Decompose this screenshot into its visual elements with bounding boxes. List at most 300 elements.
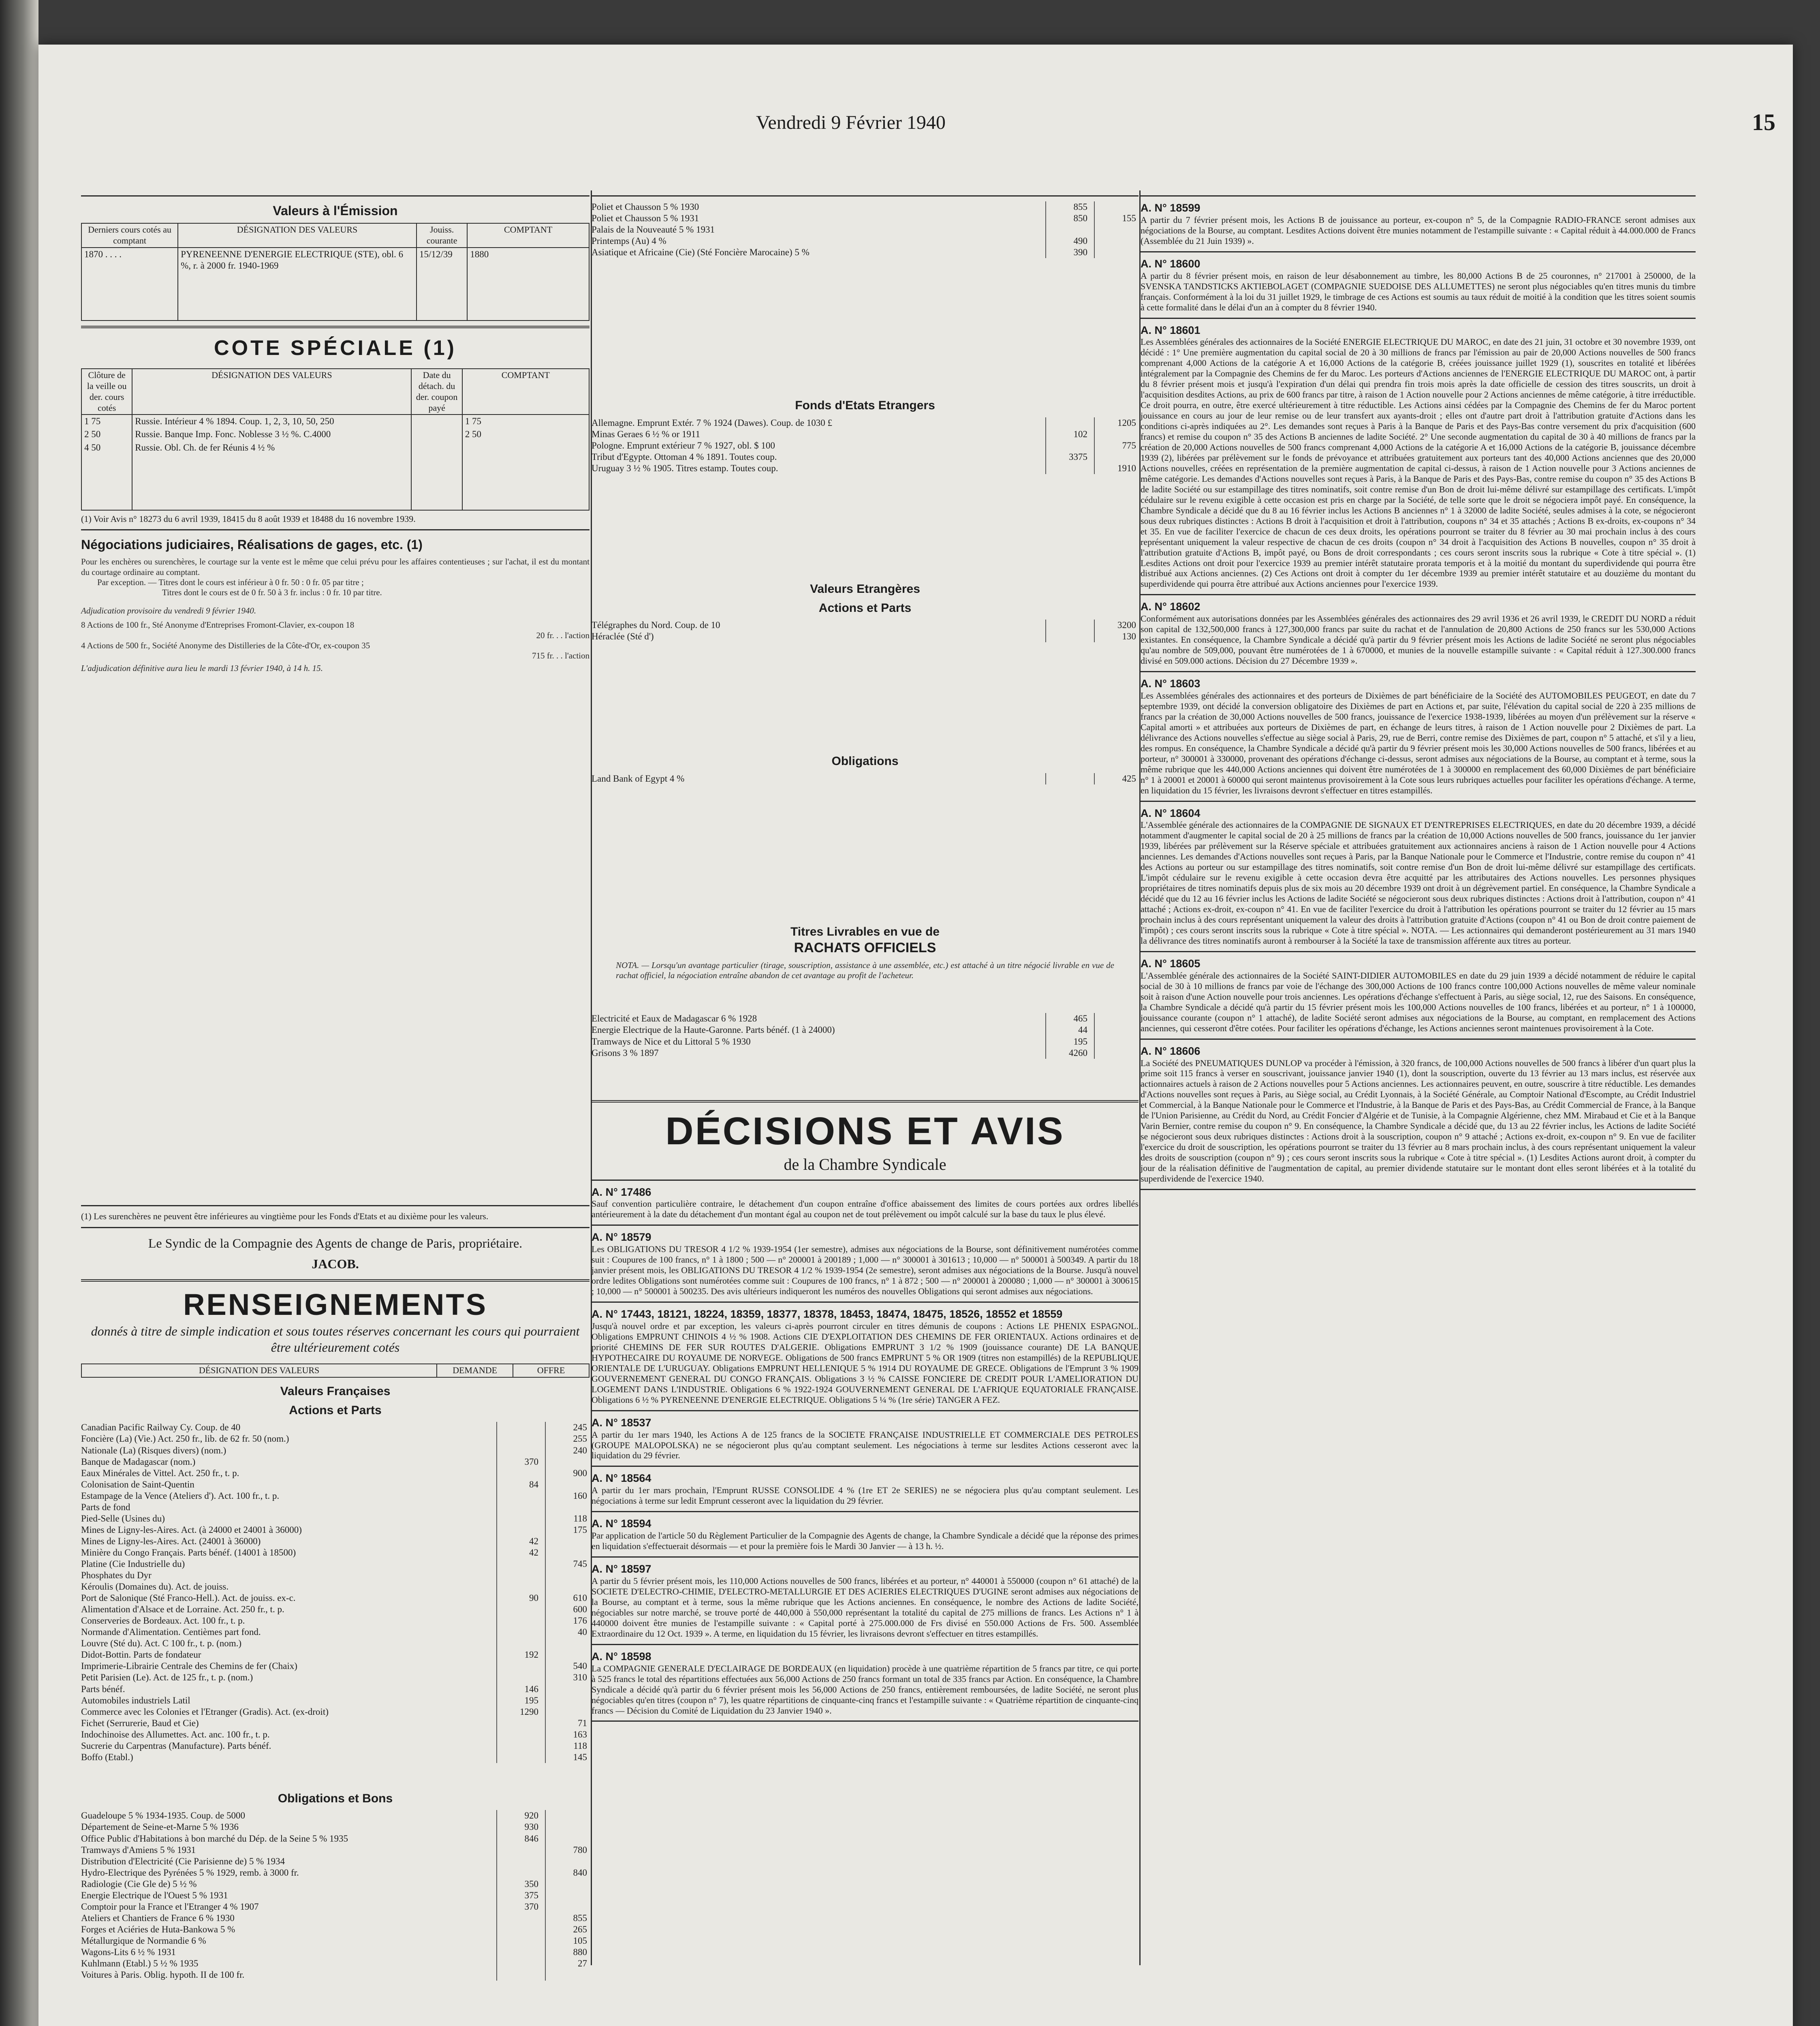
titres-livrables-title2: RACHATS OFFICIELS: [794, 940, 936, 955]
avis-number: A. N° 17443, 18121, 18224, 18359, 18377, 18378, 18453, 18474, 18475, 18526, 18552 et 18559: [592, 1308, 1063, 1321]
demande-value: [1045, 417, 1090, 429]
demande-value: [496, 1604, 541, 1615]
avis-divider: [592, 1556, 1139, 1558]
renseignements-title: RENSEIGNEMENTS: [183, 1288, 487, 1322]
table-row: [81, 1833, 590, 1844]
avis-block: [592, 1650, 1139, 1716]
demande-value: [496, 1958, 541, 1969]
valeur-name: Palais de la Nouveauté 5 % 1931: [592, 224, 715, 235]
avis-divider: [592, 1225, 1139, 1226]
table-row: [81, 415, 589, 428]
valeur-name: Wagons-Lits 6 ½ % 1931: [81, 1947, 176, 1957]
demande-value: [1045, 224, 1090, 235]
valeurs-emission-title: Valeurs à l'Émission: [273, 203, 398, 218]
syndic-line: Le Syndic de la Compagnie des Agents de change de Paris, propriétaire.: [148, 1236, 523, 1251]
avis-block: [1141, 677, 1696, 795]
titres-livrables-title: Titres Livrables en vue de: [790, 925, 940, 938]
col2-top-list: [592, 201, 1139, 258]
prev-cours: 1870 . . . .: [81, 248, 178, 321]
table-row: [81, 1502, 590, 1513]
table-row: [592, 1024, 1139, 1036]
valeur-name: Parts bénéf.: [81, 1684, 125, 1694]
offre-value: 540: [545, 1661, 590, 1672]
avis-block: [592, 1308, 1139, 1405]
demande-value: [496, 1490, 541, 1502]
demande-value: 44: [1045, 1024, 1090, 1036]
valeur-name: Russie. Intérieur 4 % 1894. Coup. 1, 2, 3, 10, 50, 250: [132, 415, 411, 428]
table-row: [81, 248, 589, 321]
group-subtitle: Actions et Parts: [818, 601, 912, 615]
offre-value: [1094, 247, 1139, 258]
valeur-name: Comptoir pour la France et l'Etranger 4 % 1907: [81, 1901, 259, 1912]
table-row: [81, 1706, 590, 1718]
group-title: Valeurs Françaises: [280, 1385, 391, 1398]
valeur-name: Mines de Ligny-les-Aires. Act. (à 24000 et 24001 à 36000): [81, 1524, 302, 1535]
col-header: Derniers cours cotés au comptant: [81, 223, 178, 248]
demande-value: [1045, 440, 1090, 451]
cote-speciale-note: (1) Voir Avis n° 18273 du 6 avril 1939, 18415 du 8 août 1939 et 18488 du 16 novembre 1939.: [81, 513, 416, 524]
table-row: [81, 1810, 590, 1821]
avis-block: [592, 1186, 1139, 1220]
offre-value: 880: [545, 1947, 590, 1958]
table-row: [592, 235, 1139, 247]
avis-number: A. N° 18606: [1141, 1045, 1201, 1057]
jouissance: 15/12/39: [417, 248, 467, 321]
valeur-name: Minas Geraes 6 ½ % or 1911: [592, 429, 701, 439]
demande-value: [496, 1433, 541, 1445]
negociations-exception: Titres dont le cours est de 0 fr. 50 à 3 fr. inclus : 0 fr. 10 par titre.: [162, 587, 382, 597]
page-number: 15: [1752, 109, 1775, 135]
column-3: [1141, 190, 1696, 1965]
offre-value: [1094, 451, 1139, 463]
demande-value: [496, 1969, 541, 1981]
offre-value: 600: [545, 1604, 590, 1615]
syndic-name: JACOB.: [312, 1257, 359, 1272]
avis-number: A. N° 18594: [592, 1517, 652, 1530]
demande-value: 850: [1045, 213, 1090, 224]
prev-cours: 4 50: [81, 441, 132, 510]
offre-value: [545, 1901, 590, 1913]
offre-value: 105: [545, 1935, 590, 1947]
valeur-name: Hydro-Electrique des Pyrénées 5 % 1929, remb. à 3000 fr.: [81, 1867, 299, 1878]
demande-value: [496, 1740, 541, 1752]
offre-value: 780: [545, 1844, 590, 1856]
comptant: 2 50: [462, 428, 589, 441]
valeur-name: Radiologie (Cie Gle de) 5 ½ %: [81, 1879, 197, 1889]
avis-divider: [592, 1302, 1139, 1303]
avis-text: L'Assemblée générale des actionnaires de la COMPAGNIE DE SIGNAUX ET D'ENTREPRISES ELECTRIQUES, en date du 20 décembre 1939, a décidé notamment d'augmenter le capital social de 20 à 25 millions de francs par la création de 10,000 Actions nouvelles de 500 francs, jouissance du 1er janvier 1939, libérées par prélèvement sur la Réserve spéciale et attribuées gratuitement aux actionnaires anciens à raison de 1 Action nouvelle pour 4 Actions anciennes. Les demandes d'Actions nouvelles sont reçues à Paris, par la Banque Nationale pour le Commerce et l'Industrie, contre remise du coupon n° 41 des Actions au porteur ou sur estampillage des titres nominatifs, soit contre remise d'un Bon de droit lui-même délivré sur estampillage des certificats. L'impôt cédulaire sur le revenu exigible à cette occasion devra être acquitté par les attributaires des Actions nouvelles. Les personnes physiques propriétaires de titres nominatifs depuis plus de six mois au 20 décembre 1939 ont droit à un dégrèvement partiel. En conséquence, la Chambre Syndicale a décidé que du 12 au 16 février inclus les Actions de ladite Société se négocieront sous deux rubriques distinctes : Actions droit à l'attribution, coupon n° 41 attaché ; Actions ex-droit, ex-coupon n° 41. En vue de faciliter l'exercice du droit à l'attribution les opérations pourront se traiter du 12 février au 15 mars prochain inclus à des cours représentant uniquement la valeur des droits à l'attribution gratuite d'Actions (coupon n° 41 ou Bon de droit contre paiement de l'impôt) ; ces cours seront inscrits sous la rubrique « Cote à titre spécial ». NOTA. — Les actionnaires qui demanderont postérieurement au 31 mars 1940 la délivrance des titres nominatifs auront à rembourser à la Société la taxe de transmission afférente aux titres au porteur.: [1141, 820, 1696, 946]
demande-value: [496, 1672, 541, 1683]
demande-value: 84: [496, 1479, 541, 1490]
table-row: [81, 1856, 590, 1867]
col-header: DEMANDE: [437, 1364, 513, 1377]
offre-value: [545, 1706, 590, 1718]
table-row: [81, 1969, 590, 1981]
avis-divider: [592, 1466, 1139, 1467]
offre-value: 245: [545, 1422, 590, 1433]
table-row: [592, 247, 1139, 258]
valeur-name: Tribut d'Egypte. Ottoman 4 % 1891. Toutes coup.: [592, 451, 777, 462]
demande-value: 90: [496, 1592, 541, 1604]
prev-cours: 1 75: [81, 415, 132, 428]
offre-value: [545, 1570, 590, 1581]
table-row: [81, 1718, 590, 1729]
avis-block: [1141, 807, 1696, 946]
valeur-name: Sucrerie du Carpentras (Manufacture). Parts bénéf.: [81, 1740, 271, 1751]
table-row: [81, 1592, 590, 1604]
valeur-name: Foncière (La) (Vie.) Act. 250 fr., lib. de 62 fr. 50 (nom.): [81, 1434, 289, 1444]
table-row: [81, 1684, 590, 1695]
valeur-name: Eaux Minérales de Vittel. Act. 250 fr., t. p.: [81, 1468, 239, 1478]
demande-value: [496, 1924, 541, 1935]
valeur-name: Distribution d'Electricité (Cie Parisienne de) 5 % 1934: [81, 1856, 285, 1866]
offre-value: [1094, 1024, 1139, 1036]
offre-value: 310: [545, 1672, 590, 1683]
valeur-name: Printemps (Au) 4 %: [592, 236, 666, 246]
demande-value: [496, 1935, 541, 1947]
offre-value: [545, 1684, 590, 1695]
valeur-name: Conserveries de Bordeaux. Act. 100 fr., t. p.: [81, 1616, 245, 1626]
avis-number: A. N° 18599: [1141, 202, 1201, 214]
negociations-exception: Par exception. — Titres dont le cours est inférieur à 0 fr. 50 : 0 fr. 05 par titre ;: [97, 577, 364, 587]
comptant: [462, 441, 589, 510]
valeur-name: Guadeloupe 5 % 1934-1935. Coup. de 5000: [81, 1810, 245, 1821]
avis-divider: [1141, 594, 1696, 595]
valeur-name: Parts de fond: [81, 1502, 130, 1512]
valeur-name: Asiatique et Africaine (Cie) (Sté Foncière Marocaine) 5 %: [592, 247, 810, 258]
offre-value: [545, 1456, 590, 1468]
avis-block: [592, 1472, 1139, 1506]
offre-value: [545, 1833, 590, 1844]
valeur-name: Indochinoise des Allumettes. Act. anc. 100 fr., t. p.: [81, 1729, 270, 1740]
valeur-name: Port de Salonique (Sté Franco-Hell.). Act. de jouiss. ex-c.: [81, 1593, 296, 1603]
avis-block: [1141, 201, 1696, 246]
valeur-name: Energie Electrique de l'Ouest 5 % 1931: [81, 1890, 228, 1900]
avis-text: Les OBLIGATIONS DU TRESOR 4 1/2 % 1939-1954 (1er semestre), admises aux négociations de la Bourse, sont définitivement numérotées comme suit : Coupures de 100 francs, n° 1 à 1800 ; 500 — n° 200001 à 200189 ; 1,000 — n° 300001 à 301613 ; 10,000 — n° 500001 à 500349. A partir du 18 janvier présent mois, les OBLIGATIONS DU TRESOR 4 1/2 % 1939-1954 (2e semestre), seront admises aux négociations de la Bourse. Jusqu'à nouvel ordre ledites Obligations sont numérotées comme suit : Coupures de 100 francs, n° 1 à 872 ; 500 — n° 200001 à 200080 ; 1,000 — n° 300001 à 300615 ; 10,000 — n° 500001 à 500235. Des avis ultérieurs indiqueront les numéros des nouvelles Obligations qui seront admises aux négociations.: [592, 1244, 1139, 1297]
fonds-etrangers-list: [592, 417, 1139, 474]
offre-value: 1205: [1094, 417, 1139, 429]
demande-value: 390: [1045, 247, 1090, 258]
table-row: [81, 1479, 590, 1490]
avis-number: A. N° 18537: [592, 1416, 652, 1429]
valeur-name: Alimentation d'Alsace et de Lorraine. Act. 250 fr., t. p.: [81, 1604, 284, 1615]
valeur-name: Electricité et Eaux de Madagascar 6 % 1928: [592, 1013, 757, 1024]
demande-value: [1045, 463, 1090, 474]
table-row: [81, 441, 589, 510]
offre-value: 130: [1094, 631, 1139, 642]
demande-value: [496, 1626, 541, 1638]
valeur-name: Canadian Pacific Railway Cy. Coup. de 40: [81, 1422, 241, 1433]
demande-value: 930: [496, 1821, 541, 1833]
table-row: [81, 1547, 590, 1558]
valeur-name: Petit Parisien (Le). Act. de 125 fr., t. p. (nom.): [81, 1672, 253, 1683]
cote-speciale-table: [81, 368, 590, 510]
offre-value: 745: [545, 1558, 590, 1570]
avis-number: A. N° 18602: [1141, 601, 1201, 613]
table-row: [592, 429, 1139, 440]
table-row: [81, 1649, 590, 1661]
valeur-name: Uruguay 3 ½ % 1905. Titres estamp. Toutes coup.: [592, 463, 778, 474]
offre-value: [545, 1536, 590, 1547]
col-header: COMPTANT: [467, 223, 589, 248]
demande-value: [496, 1752, 541, 1763]
offre-value: 145: [545, 1752, 590, 1763]
demande-value: [496, 1558, 541, 1570]
avis-number: A. N° 18597: [592, 1563, 652, 1575]
col-header: Clôture de la veille ou der. cours cotés: [81, 369, 132, 415]
offre-value: [545, 1479, 590, 1490]
offre-value: 155: [1094, 213, 1139, 224]
demande-value: 846: [496, 1833, 541, 1844]
table-row: [592, 201, 1139, 213]
valeurs-etrangeres-title: Valeurs Etrangères: [810, 582, 920, 596]
demande-value: [496, 1856, 541, 1867]
offre-value: [545, 1547, 590, 1558]
avis-number: A. N° 18598: [592, 1650, 652, 1663]
avis-divider: [592, 1720, 1139, 1722]
offre-value: 425: [1094, 773, 1139, 784]
valeur-name: Héraclée (Sté d'): [592, 631, 654, 642]
column-2: [592, 190, 1139, 1965]
offre-value: [545, 1810, 590, 1821]
demande-value: 370: [496, 1901, 541, 1913]
table-row: [81, 1695, 590, 1706]
offre-value: 163: [545, 1729, 590, 1740]
table-row: [81, 1433, 590, 1445]
demande-value: 465: [1045, 1013, 1090, 1024]
valeur-name: Phosphates du Dyr: [81, 1570, 152, 1581]
lot-description: 4 Actions de 500 fr., Société Anonyme des Distilleries de la Côte-d'Or, ex-coupon 35: [81, 640, 370, 650]
table-row: [81, 1821, 590, 1833]
offre-value: 118: [545, 1513, 590, 1524]
offre-value: [545, 1502, 590, 1513]
table-row: [81, 1661, 590, 1672]
offre-value: 240: [545, 1445, 590, 1456]
offre-value: 176: [545, 1615, 590, 1626]
avis-text: Sauf convention particulière contraire, le détachement d'un coupon entraîne d'office abaissement des limites de cours portées aux ordres libellés antérieurement à la date du détachement d'un montant égal au coupon net de tout prélèvement ou impôt calculé sur la base du taux le plus élevé.: [592, 1199, 1139, 1220]
column-1: [81, 190, 590, 1980]
demande-value: [496, 1570, 541, 1581]
demande-value: [496, 1513, 541, 1524]
avis-block: [592, 1416, 1139, 1461]
avis-divider: [1141, 251, 1696, 252]
demande-value: [496, 1729, 541, 1740]
table-row: [592, 773, 1139, 784]
prev-cours: 2 50: [81, 428, 132, 441]
offre-value: 27: [545, 1958, 590, 1969]
offre-value: 40: [545, 1626, 590, 1638]
table-row: [81, 1947, 590, 1958]
valeur-name: Mines de Ligny-les-Aires. Act. (24001 à 36000): [81, 1536, 261, 1546]
table-row: [81, 1924, 590, 1935]
titres-livrables-list: [592, 1013, 1139, 1058]
table-row: [81, 1422, 590, 1433]
avis-list: [1141, 201, 1696, 1190]
table-row: [592, 451, 1139, 463]
table-row: [81, 1604, 590, 1615]
avis-block: [592, 1562, 1139, 1639]
table-row: [81, 428, 589, 441]
valeurs-emission-table: [81, 223, 590, 321]
demande-value: 1290: [496, 1706, 541, 1718]
offre-value: [545, 1969, 590, 1981]
comptant: 1880: [467, 248, 589, 321]
valeurs-etrangeres-obligations: [592, 773, 1139, 784]
demande-value: [1045, 631, 1090, 642]
avis-text: Les Assemblées générales des actionnaires de la Société ENERGIE ELECTRIQUE DU MAROC, en date des 21 juin, 31 octobre et 30 novembre 1939, ont décidé : 1° Une première augmentation du capital social de 20 à 30 millions de francs par l'émission au pair de 20,000 Actions nouvelles de 500 francs comprenant 4,000 Actions de la catégorie A et 16,000 Actions de la catégorie B, créées jouissance juillet 1929 (1), souscrites en totalité et libérées intégralement par la Compagnie des Chemins de fer du Maroc. Les porteurs d'Actions anciennes de l'ENERGIE ELECTRIQUE DU MAROC ont, à partir du 8 février présent mois et jusqu'à l'expiration d'un délai qui prendra fin trois mois après la date officielle de cession des titres souscrits, un droit à l'acquisition desdites Actions, au prix de 600 francs par titre, à raison de 1 Action nouvelle pour 2 Actions anciennes de même catégorie, à titre irréductible. Ce droit pourra, en outre, être exercé ultérieurement à titre réductible. Les Actions ainsi cédées par la Compagnie des Chemins de fer du Maroc portent jouissance en cours au jour de leur remise ou de leur transfert aux ayants-droit ; elles ont d'autre part droit à l'attribution gratuite d'Actions dans les conditions ci-après indiquées au 2°. Les demandes sont reçues à Paris à la Banque de Paris et des Pays-Bas contre versement du prix d'acquisition (600 francs) et remise du coupon n° 35 des Actions B anciennes de ladite Société. 2° Une seconde augmentation du capital de 30 à 40 millions de francs par la création de 20,000 Actions nouvelles de 500 francs comprenant 4,000 Actions de la catégorie A et 16,000 Actions de la catégorie B, jouissance décembre 1939 (2), libérées par prélèvement sur le fonds de prévoyance et attribuées gratuitement aux porteurs tant des 40,000 Actions anciennes que des 20,000 Actions nouvelles, créées en représentation de la première augmentation de capital ci-dessus, à raison de 1 Action nouvelle pour 3 Actions anciennes de même catégorie. Les demandes d'Actions nouvelles sont reçues à Paris, à la Banque de Paris et des Pays-Bas, contre remise du coupon n° 35 des Actions B de ladite Société ou sur estampillage des titres nominatifs, soit contre remise d'un Bon de droit lui-même délivré sur estampillage des certificats. L'impôt cédulaire sur le revenu exigible à cette occasion est pris en charge par la Société, de telle sorte que le droit se négociera impôt payé. En conséquence, la Chambre Syndicale a décidé que du 8 au 16 février inclus les Actions B anciennes n° 1 à 32000 de ladite Société, seules admises à la cote, se négocieront sous deux rubriques distinctes : Actions B droit à l'acquisition et droit à l'attribution, coupons n° 34 et 35 attachés ; Actions B ex-droits, ex-coupons n° 34 et 35. En vue de faciliter l'exercice de chacun de ces deux droits, les opérations pourront se traiter du 8 février au 30 mai prochain inclus à des cours représentant uniquement la valeur respective de chacun de ces droits (coupon n° 34 droit à l'acquisition des Actions B nouvelles, coupon n° 35 droit à l'attribution gratuite d'Actions B, impôt payé, ou Bons de droit correspondants ; ces cours seront inscrits sous la rubrique « Cote à titre spécial ». (1) Lesdites Actions ont droit pour l'exercice 1939 au premier intérêt statutaire prorata temporis et à la moitié du montant du superdividende qui pourra être distribué aux Actions anciennes. (2) Ces Actions ont droit à compter du 1er décembre 1939 au premier intérêt statutaire et au douzième du montant du superdividende qui pourra être attribué aux Actions anciennes pour l'exercice 1939.: [1141, 337, 1696, 589]
valeur-name: Banque de Madagascar (nom.): [81, 1456, 196, 1467]
valeur-name: Louvre (Sté du). Act. C 100 fr., t. p. (nom.): [81, 1638, 242, 1649]
lot-price: 20 fr. . . l'action: [536, 630, 590, 640]
group-subtitle: Actions et Parts: [289, 1403, 382, 1417]
valeur-name: Fichet (Serrurerie, Baud et Cie): [81, 1718, 199, 1728]
demande-value: [496, 1638, 541, 1649]
table-row: [81, 1729, 590, 1740]
valeur-name: Poliet et Chausson 5 % 1931: [592, 213, 699, 224]
avis-text: Par application de l'article 50 du Règlement Particulier de la Compagnie des Agents de change, la Chambre Syndicale a décidé que la réponse des primes en liquidation s'effectuerait désormais — et pour la première fois le Mardi 30 Janvier — à 13 h. ½.: [592, 1530, 1139, 1552]
table-row: [81, 1456, 590, 1468]
valeur-name: Métallurgique de Normandie 6 %: [81, 1935, 206, 1946]
table-row: [592, 463, 1139, 474]
demande-value: 920: [496, 1810, 541, 1821]
col-header: Jouiss. courante: [417, 223, 467, 248]
offre-value: [1094, 201, 1139, 213]
demande-value: [496, 1661, 541, 1672]
negociations-intro: Pour les enchères ou surenchères, le courtage sur la vente est le même que celui prévu pour les affaires contentieuses ; sur l'achat, il est du montant du courtage ordinaire au comptant.: [81, 557, 590, 577]
valeur-name: Télégraphes du Nord. Coup. de 10: [592, 620, 720, 630]
demande-value: [496, 1913, 541, 1924]
valeur-name: Boffo (Etabl.): [81, 1752, 133, 1762]
offre-value: [1094, 224, 1139, 235]
table-row: [592, 224, 1139, 235]
offre-value: [545, 1856, 590, 1867]
col-header: DÉSIGNATION DES VALEURS: [178, 223, 417, 248]
valeur-name: Commerce avec les Colonies et l'Etranger (Gradis). Act. (ex-droit): [81, 1706, 329, 1717]
valeur-name: Kéroulis (Domaines du). Act. de jouiss.: [81, 1581, 229, 1592]
valeur-name: Colonisation de Saint-Quentin: [81, 1479, 194, 1490]
table-row: [81, 1890, 590, 1901]
table-row: [592, 620, 1139, 631]
table-row: [81, 1867, 590, 1879]
table-row: [81, 1913, 590, 1924]
negociations-title: Négociations judiciaires, Réalisations de gages, etc. (1): [81, 537, 423, 552]
offre-value: [545, 1821, 590, 1833]
renseignements-header: [81, 1363, 590, 1378]
demande-value: [1045, 620, 1090, 631]
valeur-name: Pied-Selle (Usines du): [81, 1513, 165, 1524]
offre-value: 71: [545, 1718, 590, 1729]
offre-value: [1094, 1036, 1139, 1047]
valeur-name: Kuhlmann (Etabl.) 5 ½ % 1935: [81, 1958, 199, 1969]
demande-value: [496, 1581, 541, 1592]
valeur-name: Didot-Bottin. Parts de fondateur: [81, 1650, 201, 1660]
demande-value: [496, 1468, 541, 1479]
valeur-name: Imprimerie-Librairie Centrale des Chemins de fer (Chaix): [81, 1661, 297, 1671]
table-row: [81, 1672, 590, 1683]
offre-value: 840: [545, 1867, 590, 1879]
offre-value: 1910: [1094, 463, 1139, 474]
valeur-name: Grisons 3 % 1897: [592, 1047, 659, 1058]
demande-value: 195: [1045, 1036, 1090, 1047]
table-row: [81, 1879, 590, 1890]
avis-text: A partir du 1er mars 1940, les Actions A de 125 francs de la SOCIETE FRANÇAISE INDUSTRIELLE ET COMMERCIALE DES PETROLES (GROUPE MALOPOLSKA) ne se négocieront plus qu'au comptant seulement. Les négociations à terme sur lesdites Actions cesseront avec la liquidation du 29 février.: [592, 1429, 1139, 1461]
avis-block: [1141, 324, 1696, 590]
valeur-name: Nationale (La) (Risques divers) (nom.): [81, 1445, 226, 1455]
demande-value: 4260: [1045, 1047, 1090, 1059]
avis-divider: [1141, 1039, 1696, 1040]
page-date: Vendredi 9 Février 1940: [756, 112, 946, 133]
date-coupon: [411, 428, 462, 441]
avis-divider: [1141, 318, 1696, 319]
avis-block: [592, 1231, 1139, 1297]
valeur-name: PYRENEENNE D'ENERGIE ELECTRIQUE (STE), obl. 6 %, r. à 2000 fr. 1940-1969: [178, 248, 417, 321]
titres-livrables-note: NOTA. — Lorsqu'un avantage particulier (tirage, souscription, assistance à une assemblée, etc.) est attaché à un titre négocié livrable en vue de rachat officiel, la négociation entraîne abandon de cet avantage au profit de l'acheteur.: [616, 960, 1114, 981]
decisions-title: DÉCISIONS ET AVIS: [665, 1109, 1065, 1153]
demande-value: [496, 1445, 541, 1456]
table-row: [81, 1513, 590, 1524]
valeur-name: Minière du Congo Français. Parts bénéf. (14001 à 18500): [81, 1547, 296, 1558]
avis-divider: [1141, 801, 1696, 802]
table-row: [81, 1570, 590, 1581]
avis-divider: [1141, 671, 1696, 672]
offre-value: [545, 1879, 590, 1890]
table-row: [81, 1901, 590, 1913]
date-coupon: [411, 415, 462, 428]
valeur-name: Automobiles industriels Latil: [81, 1695, 190, 1705]
offre-value: [1094, 235, 1139, 247]
demande-value: 490: [1045, 235, 1090, 247]
valeur-name: Ateliers et Chantiers de France 6 % 1930: [81, 1913, 235, 1923]
table-row: [81, 1536, 590, 1547]
offre-value: 160: [545, 1490, 590, 1502]
table-row: [81, 1558, 590, 1570]
demande-value: 102: [1045, 429, 1090, 440]
valeurs-etrangeres-actions: [592, 620, 1139, 642]
avis-divider: [1141, 951, 1696, 952]
avis-block: [1141, 257, 1696, 313]
table-row: [81, 1615, 590, 1626]
offre-value: 855: [545, 1913, 590, 1924]
valeur-name: Land Bank of Egypt 4 %: [592, 773, 685, 784]
table-row: [81, 1638, 590, 1649]
decisions-subtitle: de la Chambre Syndicale: [784, 1155, 946, 1173]
lot-description: 8 Actions de 100 fr., Sté Anonyme d'Entreprises Fromont-Clavier, ex-coupon 18: [81, 620, 355, 630]
col-header: DÉSIGNATION DES VALEURS: [81, 1364, 437, 1377]
avis-text: A partir du 7 février présent mois, les Actions B de jouissance au porteur, ex-coupon n° 5, de la Compagnie RADIO-FRANCE seront admises aux négociations de la Bourse, au comptant. Lesdites Actions doivent être munies notamment de l'estampille suivante : « Capital réduit à 44.000.000 de Francs (Assemblée du 21 Juin 1939) ».: [1141, 214, 1696, 246]
table-row: [592, 1036, 1139, 1047]
table-row: [592, 440, 1139, 451]
table-row: [81, 1468, 590, 1479]
offre-value: 900: [545, 1468, 590, 1479]
avis-number: A. N° 18605: [1141, 957, 1201, 970]
avis-block: [1141, 600, 1696, 666]
offre-value: 265: [545, 1924, 590, 1935]
demande-value: 370: [496, 1456, 541, 1468]
table-row: [81, 1445, 590, 1456]
table-row: [81, 1740, 590, 1752]
avis-divider: [592, 1410, 1139, 1411]
avis-text: Jusqu'à nouvel ordre et par exception, les valeurs ci-après pourront circuler en titres démunis de coupons : Actions LE PHENIX ESPAGNOL. Obligations EMPRUNT CHINOIS 4 ½ % 1908. Actions CIE D'EXPLOITATION DES CHEMINS DE FER ORIENTAUX. Actions ordinaires et de priorité CHEMINS DE FER SUR ROUTES D'ALGERIE. Obligations EMPRUNT 3 1/2 % 1909 (jouissance courante) DE LA BANQUE HYPOTHECAIRE DU ROYAUME DE NORVEGE. Obligations de 500 francs EMPRUNT 5 % OR 1909 (titres non estampillés) de la REPUBLIQUE ORIENTALE DE L'URUGUAY. Obligations EMPRUNT HELLENIQUE 5 % 1914 DU ROYAUME DE GRECE. Obligations de l'Emprunt 3 % 1909 GOUVERNEMENT GENERAL DU CONGO FRANÇAIS. Obligations 3 ½ % CAISSE FONCIERE DE CREDIT POUR L'AMELIORATION DU LOGEMENT DANS L'INDUSTRIE. Obligations 6 % 1922-1924 GOUVERNEMENT GENERAL DE L'AFRIQUE EQUATORIALE FRANÇAISE. Obligations 6 ½ % PYRENEENNE D'ENERGIE ELECTRIQUE. Obligations 5 ¼ % (1re série) TANGER A FEZ.: [592, 1321, 1139, 1405]
valeur-name: Office Public d'Habitations à bon marché du Dép. de la Seine 5 % 1935: [81, 1833, 348, 1844]
valeur-name: Estampage de la Vence (Ateliers d'). Act. 100 fr., t. p.: [81, 1490, 280, 1501]
col-header: OFFRE: [513, 1364, 589, 1377]
table-row: [592, 213, 1139, 224]
lot-price: 715 fr. . . l'action: [532, 650, 590, 660]
valeur-name: Forges et Aciéries de Huta-Bankowa 5 %: [81, 1924, 235, 1934]
demande-value: 146: [496, 1684, 541, 1695]
col-header: DÉSIGNATION DES VALEURS: [132, 369, 411, 415]
table-row: [592, 631, 1139, 642]
